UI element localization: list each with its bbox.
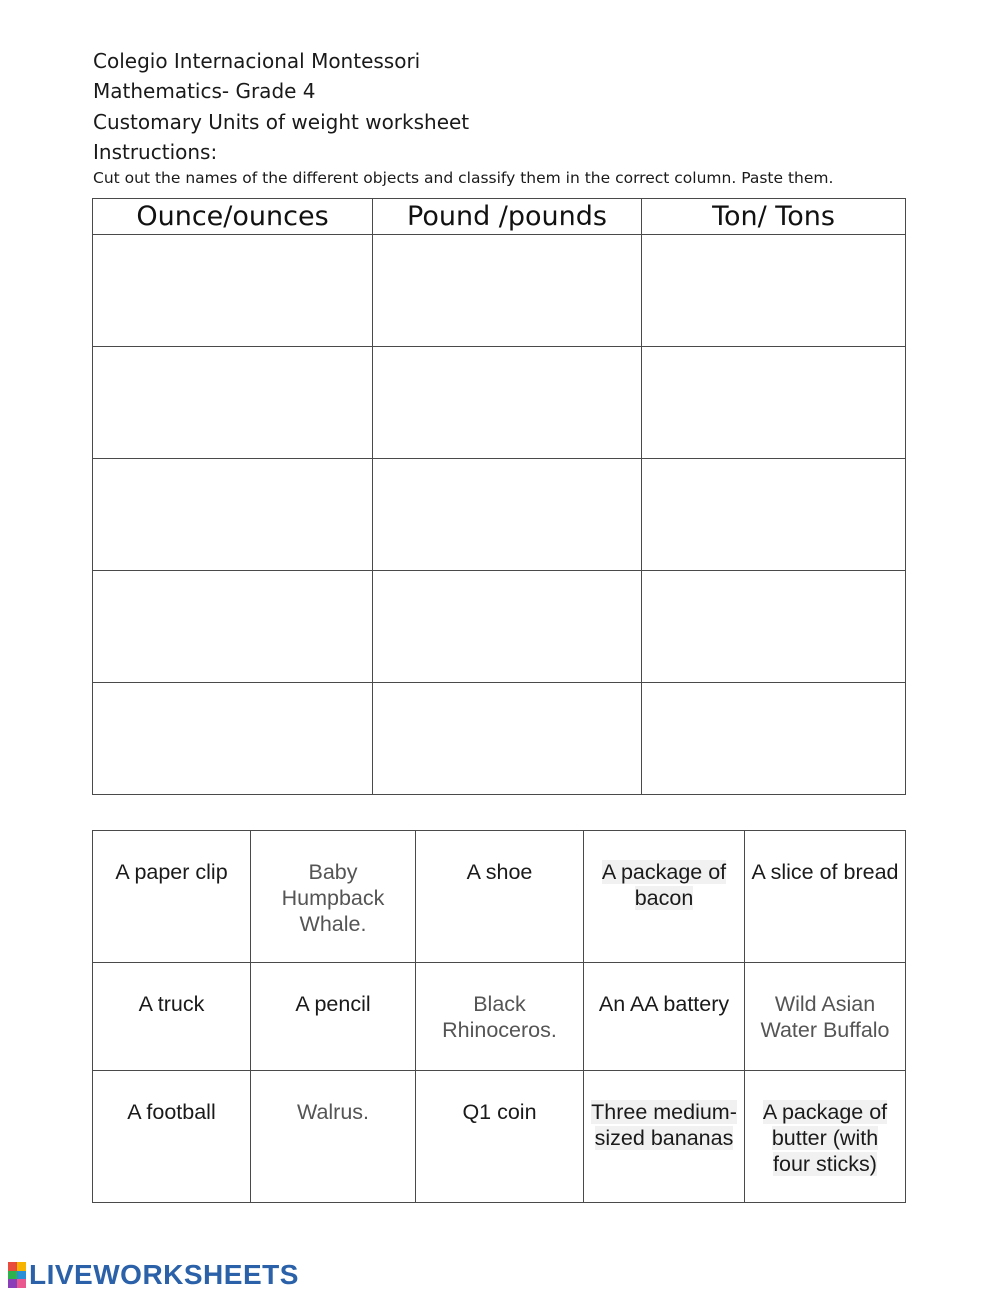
drop-row: [93, 347, 906, 459]
classification-table: [92, 198, 906, 795]
item-label: A truck: [138, 992, 205, 1016]
item-label: Baby Humpback Whale.: [281, 860, 385, 936]
items-row: [93, 963, 906, 1071]
item-label: A football: [127, 1100, 216, 1124]
item-label: A package of butter (with four sticks): [762, 1100, 888, 1176]
drop-cell-ounces[interactable]: [93, 459, 373, 571]
drop-cell-pounds[interactable]: [373, 459, 642, 571]
item-label: A pencil: [295, 992, 371, 1016]
item-label: An AA battery: [598, 992, 730, 1016]
column-header-pounds: Pound /pounds: [373, 199, 642, 235]
school-name: Colegio Internacional Montessori: [93, 49, 421, 73]
item-card[interactable]: [745, 963, 906, 1071]
drop-cell-ounces[interactable]: [93, 571, 373, 683]
drop-cell-tons[interactable]: [642, 235, 906, 347]
drop-cell-ounces[interactable]: [93, 347, 373, 459]
logo-mark-icon: [8, 1262, 26, 1288]
drop-cell-tons[interactable]: [642, 683, 906, 795]
instructions-label: Instructions:: [93, 140, 218, 164]
drop-cell-pounds[interactable]: [373, 235, 642, 347]
item-label: A slice of bread: [751, 860, 899, 884]
item-label: Q1 coin: [462, 1100, 537, 1124]
drop-cell-pounds[interactable]: [373, 683, 642, 795]
items-row: [93, 831, 906, 963]
item-card[interactable]: [251, 1071, 416, 1203]
item-card[interactable]: [251, 831, 416, 963]
drop-row: [93, 235, 906, 347]
drop-cell-ounces[interactable]: [93, 683, 373, 795]
item-card[interactable]: [416, 1071, 584, 1203]
worksheet-title: Customary Units of weight worksheet: [93, 110, 470, 134]
drop-row: [93, 683, 906, 795]
items-table: [92, 830, 906, 1203]
item-card[interactable]: [745, 1071, 906, 1203]
column-header-tons: Ton/ Tons: [642, 199, 906, 235]
column-header-ounces: Ounce/ounces: [93, 199, 373, 235]
drop-cell-ounces[interactable]: [93, 235, 373, 347]
items-row: [93, 1071, 906, 1203]
drop-cell-pounds[interactable]: [373, 571, 642, 683]
item-label: A paper clip: [115, 860, 228, 884]
item-label: Wild Asian Water Buffalo: [760, 992, 890, 1042]
instructions-text: Cut out the names of the different objects and classify them in the correct column. Paste them.: [93, 169, 834, 187]
drop-row: [93, 571, 906, 683]
item-card[interactable]: [584, 831, 745, 963]
item-card[interactable]: [93, 963, 251, 1071]
item-label: A shoe: [466, 860, 533, 884]
item-card[interactable]: [584, 1071, 745, 1203]
item-label: Three medium-sized bananas: [591, 1100, 737, 1150]
item-label: A package of bacon: [601, 860, 727, 910]
liveworksheets-logo: [8, 1259, 299, 1291]
item-card[interactable]: [93, 831, 251, 963]
item-card[interactable]: [251, 963, 416, 1071]
item-card[interactable]: [416, 831, 584, 963]
item-label: Walrus.: [296, 1100, 370, 1124]
item-card[interactable]: [416, 963, 584, 1071]
item-card[interactable]: [93, 1071, 251, 1203]
drop-row: [93, 459, 906, 571]
drop-cell-tons[interactable]: [642, 571, 906, 683]
item-card[interactable]: [745, 831, 906, 963]
subject-line: Mathematics- Grade 4: [93, 79, 316, 103]
drop-cell-tons[interactable]: [642, 347, 906, 459]
item-card[interactable]: [584, 963, 745, 1071]
drop-cell-tons[interactable]: [642, 459, 906, 571]
drop-cell-pounds[interactable]: [373, 347, 642, 459]
item-label: Black Rhinoceros.: [442, 992, 557, 1042]
logo-text: LIVEWORKSHEETS: [29, 1259, 299, 1290]
